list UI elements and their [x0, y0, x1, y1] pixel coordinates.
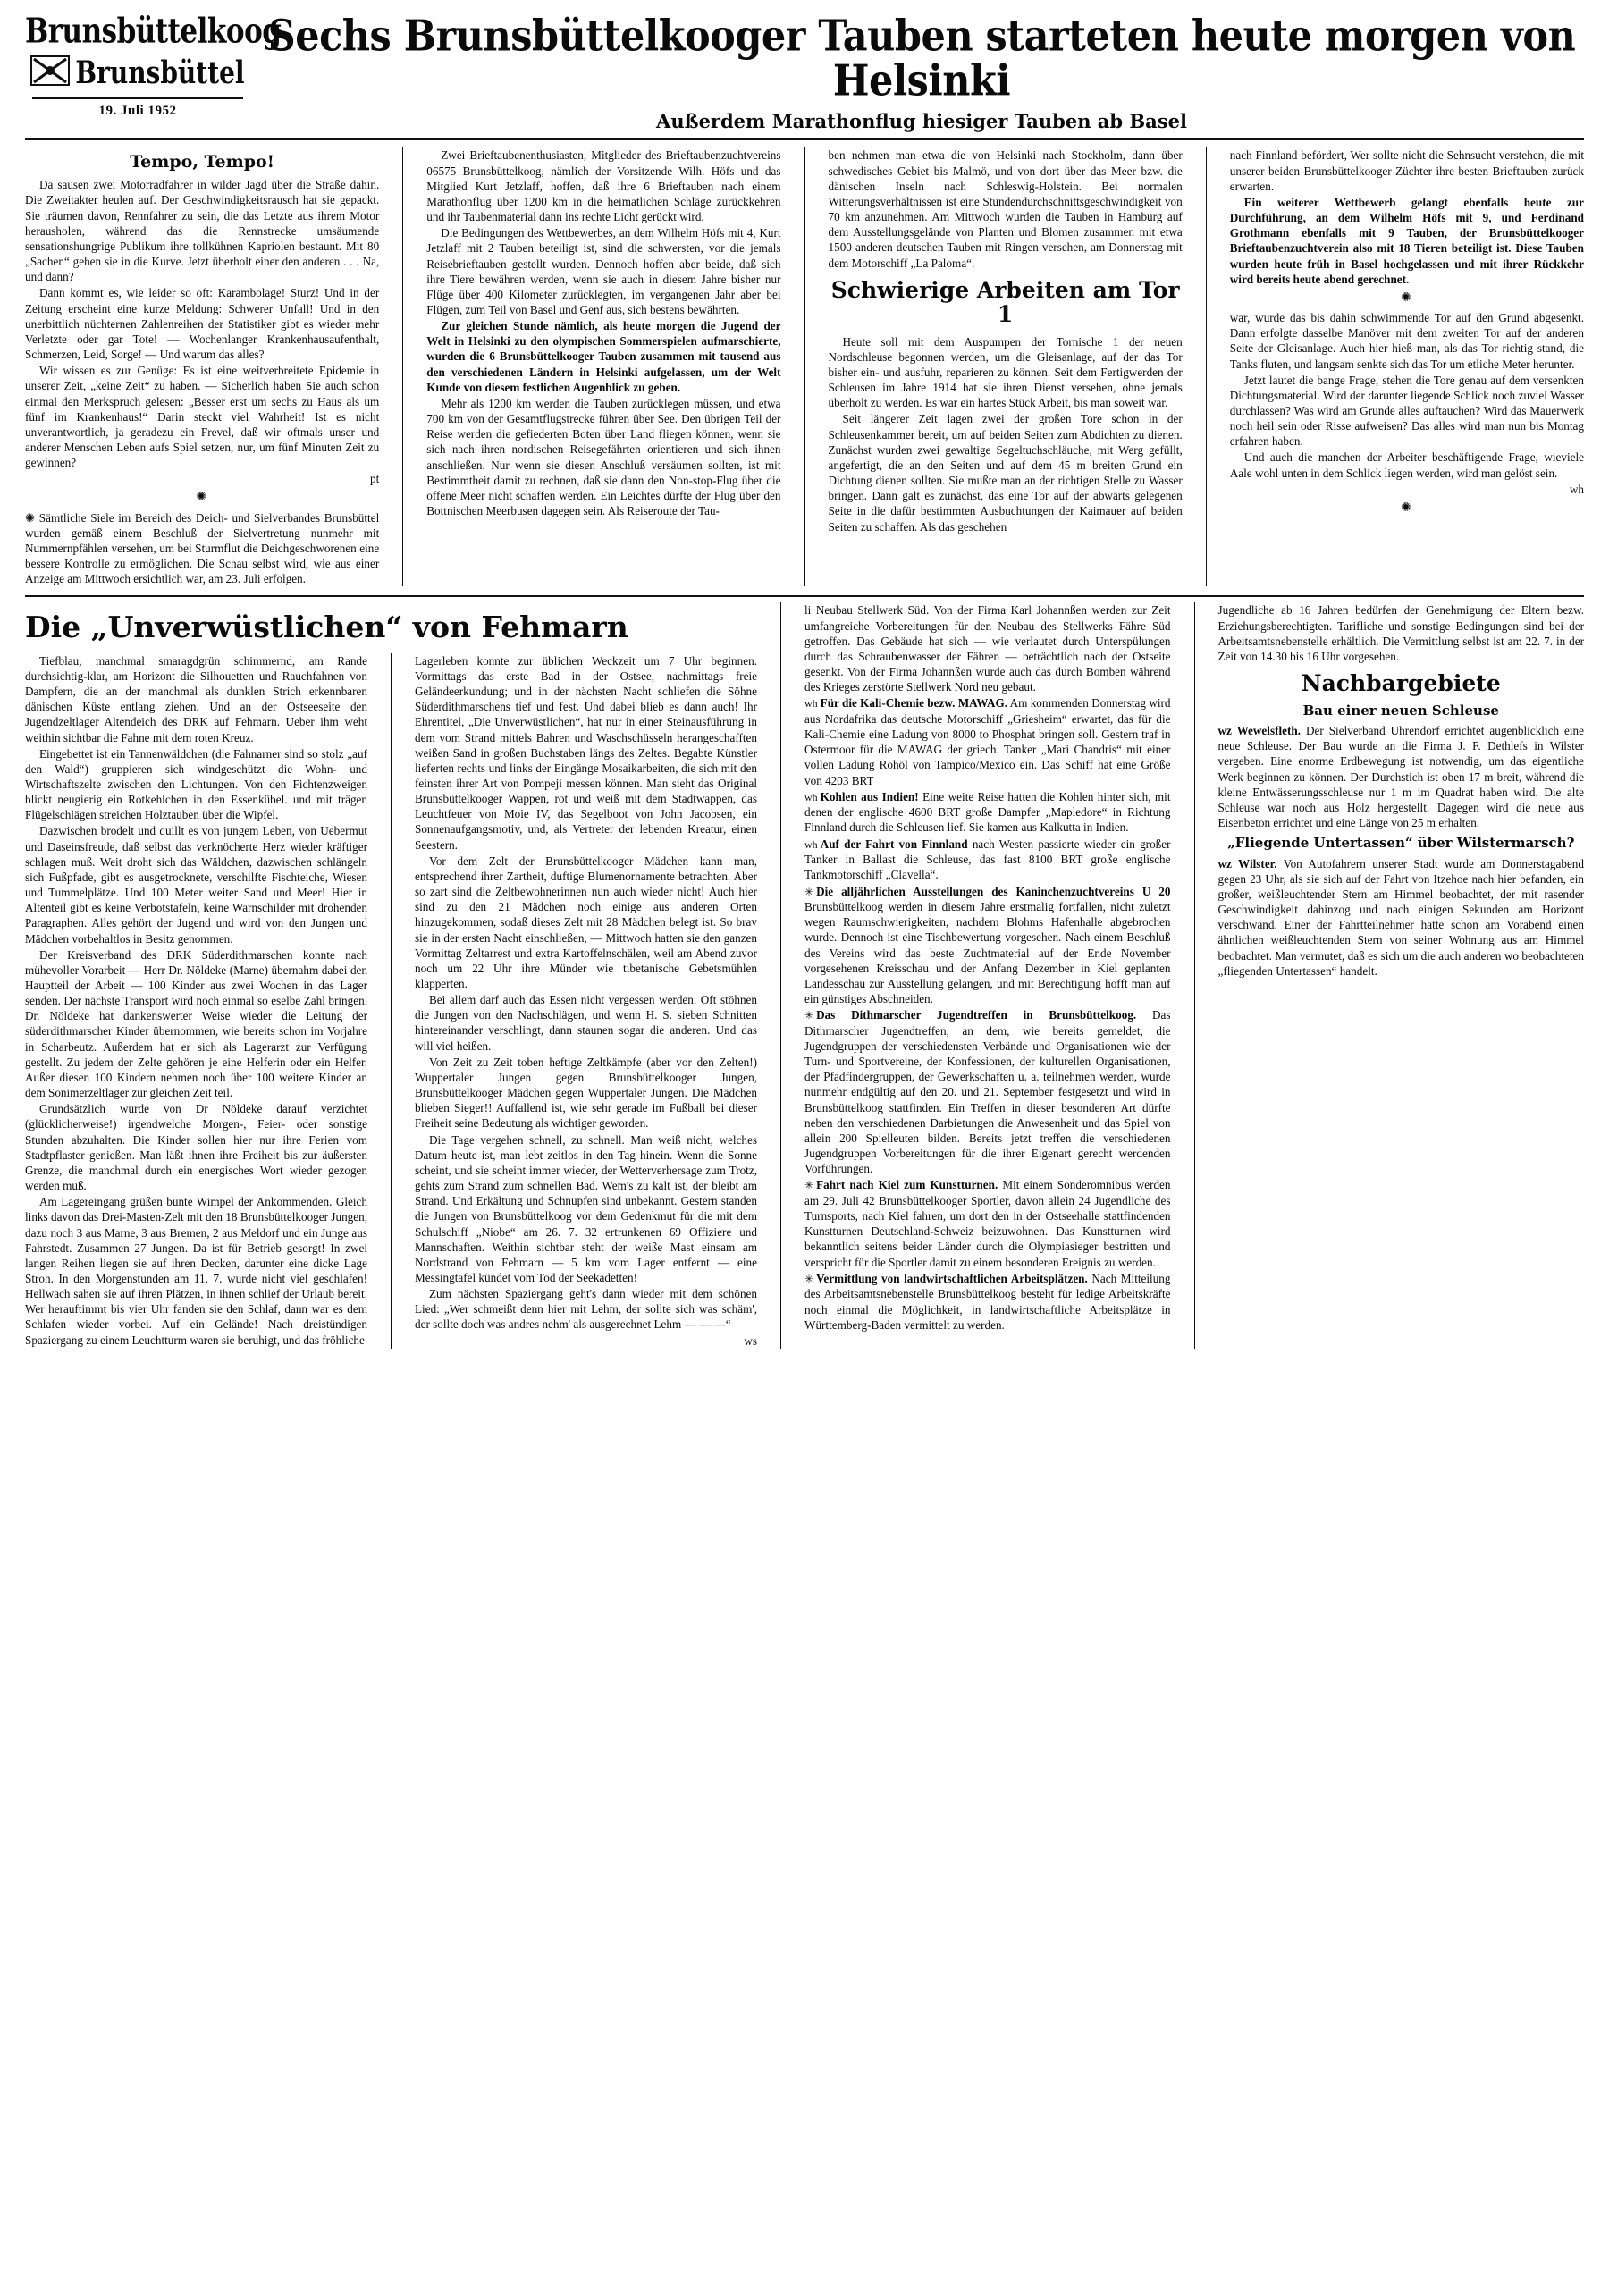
brief-marker: wz Wewelsfleth. — [1217, 724, 1302, 738]
brief-marker: ✳ — [804, 1179, 814, 1192]
masthead — [25, 13, 1584, 140]
brief-marker: wh — [804, 697, 818, 711]
paragraph: li Neubau Stellwerk Süd. Von der Firma Karl Johannßen werden zur Zeit umfangreiche Vorbereitungen für den Neubau des Stellwerks Fähre Süd getroffen. Das Gebäude hat sich — wie verlautet durch Unterspülungen durch das Schraubenwasser der Fähren — beträchtlich nach der Ostseite gesenkt. Von der Firma Johannßen wurde auch das durch Bomben während des Krieges zerstörte Stellwerk Nord neu gebaut. — [804, 603, 1171, 694]
notice-paragraph — [25, 510, 379, 587]
brief-text: Nach Mitteilung des Arbeitsamtsnebenstelle Brunsbüttelkoog besteht für ledige Arbeitskräfte noch einmal die Möglichkeit, in landwirtschaftliche Arbeitsplätze in Württemberg-Baden vermittelt zu werden. — [804, 1271, 1171, 1332]
notice-text: Sämtliche Siele im Bereich des Deich- und Sielverbandes Brunsbüttel wurden gemäß einem Beschluß der Sielvertretung nunmehr mit Nummernpfählen versehen, um bei Sturmflut die Deichgeschworenen eine bessere Kontrolle zu ermöglichen. Die Schau selbst wird, wie aus einer Anzeige am Mittwoch ersichtlich war, am 23. Juli erfolgen. — [25, 510, 380, 586]
column-pigeons-c — [1230, 147, 1584, 520]
brief-text: Brunsbüttelkoog werden in diesem Jahre erstmalig fortfallen, nicht zuletzt wegen Raumschwierigkeiten, nachdem Blohms Hafenhalle abgebrochen wurde. Dennoch ist eine Tischbewertung vorgesehen. Nach einem Beschluß des Vereins wird das beste Zuchtmaterial auf der Ende November vorgesehenen Kreisschau und der Anfang Dezember in Kiel geplanten Landesschau zur Ausstellung gelangen, und mit Berechtigung hofft man auf ein günstiges Abschneiden. — [804, 900, 1171, 1006]
paragraph: Dann kommt es, wie leider so oft: Karambolage! Sturz! Und in der Zeitung erscheint eine kurze Meldung: Schwerer Unfall! Und in den unerbittlich nüchternen Zahlenreihen der Statistiker gibt es wieder mehr Verletzte oder gar Tote! — Wochenlanger Krankenhausaufenthalt, Schmerzen, Leid, Sorge! — Und warum das alles? — [25, 286, 380, 362]
article-title-tor1: Schwierige Arbeiten am Tor 1 — [830, 276, 1180, 328]
brief-text: Das Dithmarscher Jugendtreffen, an dem, wie bereits gemeldet, die Jugendgruppen der verschiedensten Verbände und Organisationen wie der Turn- und Sportvereine, der Konfessionen, der kulturellen Organisationen, der Pfadfindergruppen, der Gewerkschaften u. a. teilnehmen werden, wurde nunmehr endgültig auf den 20. und 21. September festgesetzt und wird in Brunsbüttelkoog stattfinden. Ein Treffen in dieser besonderen Art dürfte neben den verschiedenen Darbietungen die Anwesenheit und das Spiel von allein 200 Spielleuten bilden. Bereits jetzt treffen die verschiedenen Jugendgruppen Vorbereitungen für die ihrer Eigenart gerecht werdenden Vorführungen. — [804, 1008, 1171, 1176]
column-local-briefs — [804, 602, 1171, 1332]
paragraph: Von Zeit zu Zeit toben heftige Zeltkämpfe (aber vor den Zelten!) Wuppertaler Jungen gegen Brunsbüttelkooger Jungen, Brunsbüttelkooger Mädchen gegen Wuppertaler Jungen. Die Mädchen blieben Sieger!! Auffallend ist, wie sehr gerade im Fußball bei dieser Freiheit seine Bedeutung als wichtiger geworden. — [415, 1055, 757, 1131]
paragraph: Jugendliche ab 16 Jahren bedürfen der Genehmigung der Eltern bezw. Erziehungsberechtigten. Tarifliche und sonstige Bedingungen sind bei der Arbeitsamtsnebenstelle erhältlich. Die Vermittlung selbst ist am 22. 7. in der Zeit von 14.30 bis 16 Uhr vorgesehen. — [1217, 603, 1584, 663]
feature-title: Die „Unverwüstlichen“ von Fehmarn — [25, 610, 628, 645]
news-brief — [804, 1177, 1171, 1269]
column-divider — [804, 147, 805, 586]
news-brief — [804, 837, 1171, 883]
column-pigeons-b — [829, 147, 1183, 534]
news-brief — [804, 789, 1171, 836]
paragraph: Vor dem Zelt der Brunsbüttelkooger Mädchen kann man, entsprechend ihrer Zartheit, duftige Blumenornamente betrachten. Aber so zart sind die Zeltbewohnerinnen nun auch wieder nicht! Auch hier sind zu den 21 Mädchen noch einige aus anderen Orten hinzugekommen, sodaß dieses Zelt mit 28 Mädchen belegt ist. So brav sie in der ersten Nacht einschließen, — Mittwoch hatten sie den ganzen Vormittag Zeltarrest und extra Kartoffelnschälen, weil am Abend zuvor noch um 22 Uhr ihre Münder wie tibetanische Gebetsmühlen klapperten. — [415, 854, 757, 990]
paragraph: Zwei Brieftaubenenthusiasten, Mitglieder des Brieftaubenzuchtvereins 06575 Brunsbüttelkoog, nämlich der Vorsitzende Wilh. Höfs und das Mitglied Kurt Jetzlaff, hoffen, daß ihre 6 Brieftauben nach einem Marathonflug über 1200 km in die heimatlichen Schläge zurückkehren und ihr Taubenmaterial dann ins rechte Licht gerückt wird. — [426, 148, 781, 224]
subsection-title: „Fliegende Untertassen“ über Wilstermarsch? — [1227, 835, 1575, 852]
brief-marker: wz Wilster. — [1217, 856, 1277, 870]
column-divider — [402, 147, 403, 586]
article-signature: wh — [1569, 482, 1584, 496]
brief-lead: Auf der Fahrt von Finnland — [820, 837, 968, 851]
crossed-keys-emblem — [30, 55, 70, 87]
paragraph: Am Lagereingang grüßen bunte Wimpel der Ankommenden. Gleich links davon das Drei-Masten-Zelt mit den 18 Brunsbüttelkooger Jungen, dazu noch 3 aus Marne, 3 aus Bremen, 2 aus Meldorf und ein Junge aus Fahrstedt. Zusammen 27 Jungen. Da ist für Betrieb gesorgt! In zwei langen Reihen liegen sie auf ihren Decken, darunter eine dicke Lage Stroh. In den Morgenstunden am 11. 7. wurde nicht viel geschlafen! Hellwach sahen sie auf ihren Plätzen, in ihnen schlief der Urlaub bereit. Wer herauftimmt bis vier Uhr fanden sie den Schlaf, dann war es dem Schlafen wieder vorbei. Auf ein Gelände! Nach dreistündigen Spaziergang zu einem Leuchtturm waren sie beruhigt, und das fröhliche — [25, 1195, 367, 1347]
news-brief — [1218, 723, 1585, 830]
news-brief — [804, 1271, 1171, 1333]
paragraph: Mehr als 1200 km werden die Tauben zurücklegen müssen, und etwa 700 km von der Gesamtflugstrecke führen über See. Den übrigen Teil der Reise werden die gefiederten Boten über Land fliegen können, wenn sie sich nach ihren nordischen Reisegefährten orientieren und sich ihnen anschließen. Nur wenn sie diesen Anschluß versäumen sollten, ist mit Bestimmtheit damit zu rechnen, daß sie dann den Non-stop-Flug über die offene Meer nicht schaffen werden. Ein Leichtes dürfte der Flug über den Bottnischen Meerbusen dagegen sein. Als Reiseroute der Tau- — [426, 396, 781, 518]
paragraph: Heute soll mit dem Auspumpen der Tornische 1 der neuen Nordschleuse begonnen werden, um die Gleisanlage, auf der das Tor bisher ein- und ausfuhr, reparieren zu können. Seit dem Fertigwerden der Schleusen im Jahre 1914 hat sie ihren Dienst versehen, ohne jemals überholt zu werden. Es war ein hartes Stück Arbeit, bis man soweit war. — [828, 334, 1183, 410]
page-title: Sechs Brunsbüttelkooger Tauben starteten heute morgen von Helsinki — [267, 11, 1576, 106]
subsection-title: Bau einer neuen Schleuse — [1302, 702, 1499, 719]
issue-date: 19. Juli 1952 — [98, 104, 177, 118]
paragraph: Eingebettet ist ein Tannenwäldchen (die Fahnarner sind so stolz „auf den Wald“) gruppieren sich windgeschützt die Wohn- und Wirtschaftszelte zwischen den Lichtungen. Von den Fichtenzweigen blickt neugierig ein Rotkehlchen in den Essenkübel. und mit trägen Flügelschlägen streichen Holztauben über die Wipfel. — [25, 746, 367, 822]
column-pigeons-a — [426, 147, 780, 518]
section-dingbat: ✺ — [1401, 290, 1413, 305]
section-title-nachbargebiete: Nachbargebiete — [1301, 670, 1501, 697]
section-rule — [25, 595, 1584, 597]
feature-row — [25, 602, 1584, 1348]
news-brief — [804, 1007, 1171, 1176]
brief-lead: Kohlen aus Indien! — [820, 789, 919, 803]
paragraph: Zum nächsten Spaziergang geht's dann wieder mit dem schönen Lied: „Wer schmeißt denn hier mit Lehm, der sollte sich was schäm', der sollte doch was andres nehm' als ausgerechnet Lehm — — —“ — [415, 1287, 757, 1332]
article-title-tempo: Tempo, Tempo! — [130, 152, 275, 172]
article-signature: pt — [369, 472, 380, 486]
column-neighbour-regions — [1218, 602, 1585, 978]
brief-text: Eine weite Reise hatten die Kohlen hinter sich, mit denen der englische 4600 BRT große Dampfer „Mapledore“ in Richtung Finnland durch die Schleusen lief. Sie kamen aus Kalkutta in Indien. — [804, 789, 1171, 835]
feature-column-1 — [25, 653, 367, 1348]
paragraph: Die Bedingungen des Wettbewerbes, an dem Wilhelm Höfs mit 4, Kurt Jetzlaff mit 2 Tauben beteiligt ist, sind die schwersten, vor die jemals Reisebrieftauben gestellt wurden. Dennoch hoffen aber beide, daß sich ihre Tiere bewähren werden, wenn sie auch in diesem Jahre bisher nur Flüge über 400 Kilometer zurücklegten, im vergangenen Jahr aber bei Flügen, zum Teil von Basel und Genf aus, sich bestens bewährten. — [426, 226, 781, 316]
paragraph: Da sausen zwei Motorradfahrer in wilder Jagd über die Straße dahin. Die Zweitakter heulen auf. Der Geschwindigkeitsrausch hat sie gepackt. Sie träumen davon, Rennfahrer zu sein, die das Letzte aus ihrem Motor herausholen, während das die Rennstrecke umsäumende sensationshungrige Publikum ihre tollkühnen Kapriolen bestaunt. Mit 80 „Sachen“ gehen sie in die Kurve. Jetzt überholt einer den anderen . . . Na, und dann? — [25, 178, 380, 284]
column-divider — [391, 653, 392, 1349]
page-subtitle: Außerdem Marathonflug hiesiger Tauben ab Basel — [656, 110, 1187, 133]
paragraph: ben nehmen man etwa die von Helsinki nach Stockholm, dann über schwedisches Gebiet bis Malmö, und von dort über das Meer bzw. die dänischen Inseln nach Schleswig-Holstein. Bei normalen Witterungsverhältnissen ist eine Stundendurchschnittsgeschwindigkeit von 70 km anzunehmen. Am Mittwoch wurden die Tauben in Hamburg auf dem Ausstellungsgelände von Planten und Blomen zusammen mit etwa 1500 anderen deutschen Tauben mit Ringen versehen, am Donnerstag mit dem Motorschiff „La Paloma“. — [828, 148, 1183, 270]
paragraph: Grundsätzlich wurde von Dr Nöldeke darauf verzichtet (glücklicherweise!) irgendwelche Morgen-, Feier- oder sonstige Stunden abzuhalten. Die Kinder sollen hier nur ihre Ferien vom Stadtpflaster genießen. Man läßt ihnen ihre Freiheit bis zur äußersten Grenze, die manchmal durch ein energisches Wort wieder gezogen werden muß. — [25, 1102, 367, 1193]
brief-lead: Fahrt nach Kiel zum Kunstturnen. — [816, 1178, 998, 1192]
brief-lead: Das Dithmarscher Jugendtreffen in Brunsbüttelkoog. — [816, 1008, 1137, 1022]
brief-marker: ✳ — [804, 1009, 814, 1022]
brief-text: Der Sielverband Uhrendorf errichtet augenblicklich eine neue Schleuse. Der Bau wurde an die Firma J. F. Dethlefs in Wilster vergeben. Eine enorme Erdbewegung ist notwendig, um das eigentliche Werk beginnen zu können. Der Durchstich ist oben 17 m breit, während die kleine Entwässerungsschleuse nur 1 m im Quadrat haben wird. Die alte Schleuse war noch aus Holz hergestellt. Dagegen wird die neue aus Eisenbeton errichtet und eine Länge von 25 m erhalten. — [1217, 724, 1584, 829]
lead-headline-block — [250, 13, 1584, 132]
paragraph: Wir wissen es zur Genüge: Es ist eine weitverbreitete Epidemie in unserer Zeit, „keine Zeit“ zu haben. — Sicherlich haben Sie auch schon einmal den Merkspruch gelesen: „Besser erst um sechs zu Haus als um fünf im Krankenhaus!“ Darin steckt viel Wahrheit! Ist es nicht unverantwortlich, ja geradezu ein Frevel, daß wir oftmals unser und anderer Menschen Leben aufs Spiel setzen, nur, um fünf Minuten Zeit zu gewinnen? — [25, 364, 380, 470]
brief-lead: Für die Kali-Chemie bezw. MAWAG. — [820, 696, 1008, 711]
top-article-row — [25, 147, 1584, 586]
news-brief — [804, 884, 1171, 1007]
flag-divider — [32, 97, 243, 99]
notice-marker: ✺ — [25, 510, 39, 525]
brief-marker: ✳ — [804, 885, 814, 898]
brief-lead: Die alljährlichen Ausstellungen des Kaninchenzuchtvereins U 20 — [816, 884, 1171, 898]
brief-text: Von Autofahrern unserer Stadt wurde am Donnerstagabend gegen 23 Uhr, als sie sich auf der Fahrt von Itzehoe nach hier befanden, ein großer, weißleuchtender Stern am Himmel beobachtet, der mit rasender Geschwindigkeit dahinzog und nach einigen Sekunden am Horizont verschwand. Einer der Fahrtteilnehmer hatte schon am Vorabend einen ähnlichen weißleuchtenden Stern von seiner Wohnung aus am Himmel beobachtet. Man vermutet, daß es sich um die auch anderen wo beobachteten „fliegenden Untertassen“ handelt. — [1217, 856, 1584, 978]
paragraph: Tiefblau, manchmal smaragdgrün schimmernd, am Rande durchsichtig-klar, am Horizont die Silhouetten und Rauchfahnen von Dampfern, die an der manchmal als dunklen Strich erkennbaren dänischen Küste entlang ziehen. Und an der Ostseeseite den Jugendzeltlager Altendeich des DRK auf Fehmarn. Ueber ihm weht weithin sichtbar die Fahne mit dem roten Kreuz. — [25, 653, 367, 744]
feature-block — [25, 602, 757, 1348]
feature-column-2 — [415, 653, 757, 1349]
newspaper-flag — [25, 11, 282, 119]
paragraph: Jetzt lautet die bange Frage, stehen die Tore genau auf dem versenkten Dichtungsmaterial. Wird der darunter liegende Schlick noch zuviel Wasser durchlassen? Was wird am Grunde alles auftauchen? Wird das Mauerwerk noch heil sein oder Risse aufweisen? Das alles wird man nun bis Montag erfahren haben. — [1229, 373, 1584, 449]
section-dingbat: ✺ — [196, 491, 208, 505]
paragraph-bold: Zur gleichen Stunde nämlich, als heute morgen die Jugend der Welt in Helsinki zu den olympischen Sommerspielen aufmarschierte, wurden die 6 Brunsbüttelkooger Tauben zusammen mit tausend aus den verschiedenen Ländern in Helsinki aufgelassen, um der Welt Kunde von diesem festlichen Augenblick zu geben. — [426, 319, 781, 394]
news-brief — [804, 695, 1171, 787]
paragraph: Und auch die manchen der Arbeiter beschäftigende Frage, wieviele Aale wohl unten in dem Schlick liegen werden, wird man gelöst sein. — [1229, 450, 1584, 480]
brief-text: Mit einem Sonderomnibus werden am 29. Juli 42 Brunsbüttelkooger Sportler, davon allein 24 Jugendliche des Turnsports, nach Kiel fahren, um dort den in der Ostseehalle stattfindenden Kunstturnen Deutschland-Schweiz beizuwohnen. Das Kunstturnen wird bekanntlich seitens beider Länder durch die Olympiasieger bestritten und verspricht für die Sportler damit zu einem besonderen Ereignis zu werden. — [804, 1178, 1171, 1269]
paragraph: war, wurde das bis dahin schwimmende Tor auf den Grund abgesenkt. Dann erfolgte dasselbe Manöver mit dem zweiten Tor auf der anderen Seite der Gleisanlage. Auch hier hieß man, als das Tor richtig stand, die Tanks fluten, und langsam senkte sich das Tor um etliche Meter herunter. — [1229, 311, 1584, 371]
column-divider — [1194, 602, 1195, 1348]
flag-title-line2: Brunsbüttel — [75, 55, 245, 91]
news-brief — [1218, 856, 1585, 979]
paragraph: Seit längerer Zeit lagen zwei der großen Tore schon in der Schleusenkammer bereit, um auf beiden Seiten zum Abdichten zu dienen. Zunächst wurden zwei gewaltige Segeltuchschläuche, mit Werg gefüllt, angefertigt, die an den Seiten und auf dem 45 m breiten Grund ein Dichtung dienen sollten. Sie mußte man an der richtigen Stelle zu Wasser bringen. Dann galt es zunächst, das eine Tor auf der abwärts gelegenen Seite in die dafür bestimmten Ausbuchtungen der Kaimauer auf beiden Seiten zu schaffen. Als das geschehen — [828, 412, 1183, 534]
paragraph: Die Tage vergehen schnell, zu schnell. Man weiß nicht, welches Datum heute ist, man lebt zeitlos in den Tag hinein. Wenn die Sonne scheint, und sie scheint immer wieder, der Wetterverhersage zum Trotz, gehts zum Strand zum schnellen Bad. Wem's zu kalt ist, der bleibt am Strand. Und Erkältung und Schnupfen sind unbekannt. Gestern standen die Jungen von Brunsbüttelkoog vor dem Gedenkmut für die mit dem Schulschiff „Niobe“ am 26. 7. 32 ertrunkenen 69 Offiziere und Mannschaften. Weithin sichtbar steht der weiße Mast einsam am Nordstrand von Fehmarn — 5 km vom Lager entfernt — eine Messingtafel kündet vom Tod der Seekadetten! — [415, 1132, 757, 1284]
column-divider — [780, 602, 781, 1348]
flag-title-line1: Brunsbüttelkoog — [25, 11, 282, 52]
brief-marker: ✳ — [804, 1272, 814, 1285]
brief-marker: wh — [804, 837, 818, 851]
brief-lead: Vermittlung von landwirtschaftlichen Arbeitsplätzen. — [816, 1271, 1088, 1285]
column-tempo — [25, 147, 379, 586]
brief-text: nach Westen passierte wieder ein großer Tanker in Ballast die Schleuse, das fast 8100 BRT große englische Tankmotorschiff „Clavella“. — [804, 837, 1171, 882]
paragraph: Bei allem darf auch das Essen nicht vergessen werden. Oft stöhnen die Jungen von den Nachschlägen, und wenn H. S. sieben Schnitten hintereinander verschlingt, dann staunen sogar die anderen. Und das will viel heißen. — [415, 993, 757, 1053]
paragraph: Lagerleben konnte zur üblichen Weckzeit um 7 Uhr beginnen. Vormittags das erste Bad in der Ostsee, nachmittags freie Geländeerkundung; und in der nächsten Nacht schliefen die Söhne Süderdithmarschens tief und fest. Und dabei blieb es dann auch! Ihr Ehrentitel, „Die Unverwüstlichen“, hat nur in einer Steinausführung in dem vom Strand mittels Bahren und Waschschüsseln herangeschafften weißen Sand in großen Buchstaben längs des Zeltes. Begabte Künstler lieferten rechts und links der Eingänge Mosaikarbeiten, die sich mit den feinsten ihrer Art von Pompeji messen können. Man sieht das Original Brunsbüttelkooger Wappen, rot und weiß mit dem Stadtwappen, das Leuchtfeuer von Moie IV, das Segelboot von John Jacobsen, ein Sonnenaufgangsmotiv, und, als Vertreter der lebenden Kreatur, einen Seestern. — [415, 653, 757, 852]
paragraph: Der Kreisverband des DRK Süderdithmarschen konnte nach mühevoller Vorarbeit — Herr Dr. Nöldeke (Marne) übernahm dabei den Hauptteil der Arbeit — 100 Kinder aus zwei Wochen in das Lager senden. Der nächste Transport wird noch einmal so eselbe Zahl bringen. Dr. Nöldeke hat dankenswerter Weise wieder die Leitung der süderdithmarscher Kinder übernommen, wie bereits schon im Vorjahre in Scharbeutz. Außerdem hat er sich als Lagerarzt zur Verfügung gestellt. Zu jedem der Zelte gehören je eine Helferin oder ein Helfer. Außer diesen 100 Kindern nehmen noch über 100 weitere Kinder an dem Sonimerzeltlager zur gleichen Zeit teil. — [25, 947, 367, 1100]
brief-marker: wh — [804, 790, 818, 803]
paragraph-bold: Ein weiterer Wettbewerb gelangt ebenfalls heute zur Durchführung, an dem Wilhelm Höfs mit 9, und Ferdinand Grothmann ebenfalls mit 9 Tauben, der Brunsbüttelkooger Brieftaubenzuchtverein also mit 18 Tieren beteiligt ist. Diese Tauben wurden heute früh in Basel hochgelassen und mit ihrer Rückkehr wird bereits heute abend gerechnet. — [1229, 195, 1584, 286]
brief-text: Am kommenden Donnerstag wird aus Nordafrika das deutsche Motorschiff „Griesheim“ erwartet, das für die Kali-Chemie eine Ladung von 8000 to Phosphat bringen soll. Gestern traf in Ostermoor für die MAWAG der griech. Tanker „Mari Chandris“ mit einer vollen Ladung Rohöl von Tampico/Mexico ein. Das Schiff hat eine Größe von 4203 BRT — [804, 696, 1171, 787]
section-dingbat: ✺ — [1401, 500, 1413, 515]
column-divider — [1206, 147, 1207, 586]
paragraph: nach Finnland befördert, Wer sollte nicht die Sehnsucht verstehen, die mit unserer beiden Brunsbüttelkooger Züchter ihre besten Brieftauben zurück erwarten. — [1229, 148, 1584, 193]
paragraph: Dazwischen brodelt und quillt es von jungem Leben, von Uebermut und Daseinsfreude, daß selbst das verknöcherte Herz wieder kräftiger schlagen muß. Weit droht sich das Wäldchen, dazwischen schlängeln sich Fußpfade, gibt es ausgetrocknete, verschilfte Fischteiche, Wiesen und Tummelplätze. Und 100 Meter weiter Sand und Meer! Hier in Altenteil gibt es keine Verbotstafeln, keine Warnschilder mit drohenden Paragraphen. Alles gehört der Jugend und wird von den Jungen und Mädchen vorbehaltlos in Besitz genommen. — [25, 824, 367, 946]
article-signature: ws — [744, 1333, 757, 1348]
